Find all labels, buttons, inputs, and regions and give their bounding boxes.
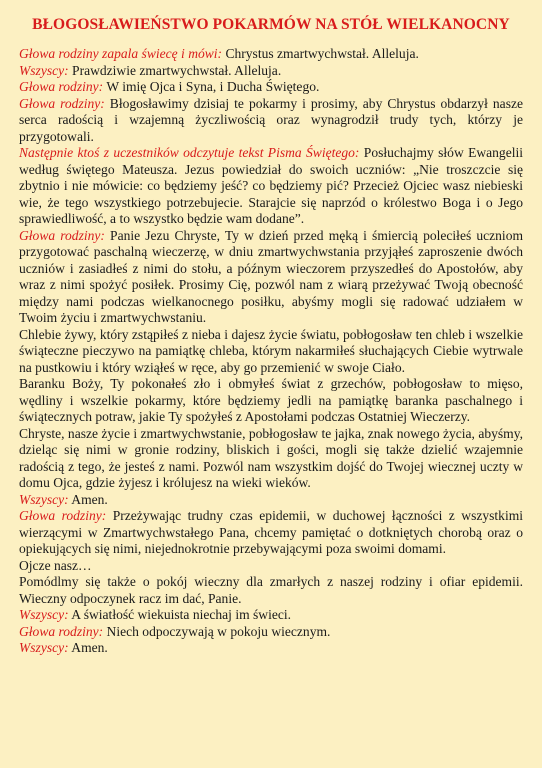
speaker-label: Wszyscy: [19, 640, 69, 655]
paragraph-text: Chlebie żywy, który zstąpiłeś z nieba i dajesz życie światu, pobłogosław ten chleb i wszelkie świąteczne pieczywo na pamiątkę chleba, którym nakarmiłeś słuchających Ciebie wytrwale na pustkowiu i który wziąłeś w ręce, aby go przemienić w swoje Ciało. [19, 326, 523, 375]
paragraph [19, 79, 523, 96]
paragraph-text: Chrystus zmartwychwstał. Alleluja. [222, 46, 419, 61]
paragraph [19, 63, 523, 80]
paragraph-text: Błogosławimy dzisiaj te pokarmy i prosimy, aby Chrystus obdarzył nasze serca radością i wzajemną życzliwością oraz wynagrodził trudy tych, którzy je przygotowali. [19, 95, 523, 144]
paragraph [19, 492, 523, 509]
speaker-label: Głowa rodziny: [19, 227, 105, 243]
paragraph [19, 508, 523, 558]
paragraph-text: A światłość wiekuista niechaj im świeci. [68, 607, 292, 622]
document-body [19, 46, 523, 657]
paragraph-text: Prawdziwie zmartwychwstał. Alleluja. [68, 62, 282, 78]
paragraph [19, 574, 523, 607]
paragraph [19, 607, 523, 624]
paragraph-text: Niech odpoczywają w pokoju wiecznym. [103, 623, 331, 639]
paragraph-text: Panie Jezu Chryste, Ty w dzień przed męką i śmiercią poleciłeś uczniom przygotować paschalną wieczerzę, w dniu zmartwychwstania przyjąłeś zaproszenie dwóch uczniów i zasiadłeś z nimi do stołu, a późnym wieczorem przyszedłeś do Apostołów, aby wraz z nimi spożyć posiłek. Prosimy Cię, pozwól nam z wiarą przeżywać Twoją obecność między nami podczas wielkanocnego posiłku, abyśmy mogli się radować udziałem w Twoim życiu i zmartwychwstaniu. [19, 227, 523, 325]
paragraph [19, 327, 523, 377]
paragraph [19, 228, 523, 327]
paragraph-text: Pomódlmy się także o pokój wieczny dla zmarłych z naszej rodziny i ofiar epidemii. Wieczny odpoczynek racz im dać, Panie. [19, 574, 523, 606]
paragraph-text: Chryste, nasze życie i zmartwychwstanie, pobłogosław te jajka, znak nowego życia, abyśmy, dzieląc się nimi w gronie rodziny, bliskich i gości, mogli się także dzielić wzajemnie radością z tego, że jesteś z nami. Pozwól nam wszystkim dojść do Twojej wiecznej uczty w domu Ojca, gdzie żyjesz i królujesz na wieki wieków. [19, 425, 523, 490]
paragraph-text: Posłuchajmy słów Ewangelii według świętego Mateusza. Jezus powiedział do swoich uczniów: „Nie troszczcie się zbytnio i nie mówicie: co będziemy jeść? co będziemy pić? Przecież Ojciec wasz niebieski wie, że tego wszystkiego potrzebujecie. Starajcie się naprzód o królestwo Boga i o Jego sprawiedliwość, a to wszystko będzie wam dodane”. [19, 145, 524, 226]
speaker-label: Głowa rodziny: [19, 79, 104, 94]
speaker-label: Wszyscy: [19, 491, 69, 507]
speaker-label: Głowa rodziny: [19, 508, 107, 523]
paragraph [19, 376, 523, 426]
paragraph [19, 145, 523, 228]
speaker-label: Głowa rodziny: [19, 95, 105, 111]
paragraph [19, 426, 523, 492]
paragraph [19, 46, 523, 63]
paragraph [19, 96, 523, 146]
paragraph-text: Baranku Boży, Ty pokonałeś zło i obmyłeś świat z grzechów, pobłogosław to mięso, wędliny i wszelkie pokarmy, które będziemy jedli na pamiątkę baranka paschalnego i świątecznych potraw, jakie Ty spożyłeś z Apostołami podczas Ostatniej Wieczerzy. [19, 376, 523, 424]
speaker-label: Wszyscy: [19, 62, 69, 78]
paragraph [19, 558, 523, 575]
paragraph-text: W imię Ojca i Syna, i Ducha Świętego. [103, 79, 320, 94]
speaker-label: Głowa rodziny: [19, 623, 104, 639]
document-title: BŁOGOSŁAWIEŃSTWO POKARMÓW NA STÓŁ WIELKANOCNY [32, 16, 510, 33]
paragraph-text: Ojcze nasz… [19, 557, 92, 573]
paragraph [19, 624, 523, 641]
paragraph-text: Amen. [68, 491, 108, 507]
paragraph [19, 640, 523, 657]
speaker-label: Głowa rodziny zapala świecę i mówi: [19, 46, 223, 61]
speaker-label: Następnie ktoś z uczestników odczytuje tekst Pisma Świętego: [19, 145, 360, 160]
paragraph-text: Przeżywając trudny czas epidemii, w duchowej łączności z wszystkimi wierzącymi w Zmartwychwstałego Pana, chcemy pamiętać o dotkniętych chorobą oraz o opiekujących się nimi, niejednokrotnie przebywającymi poza swoimi domami. [19, 508, 524, 556]
paragraph-text: Amen. [68, 640, 108, 655]
speaker-label: Wszyscy: [19, 607, 69, 622]
